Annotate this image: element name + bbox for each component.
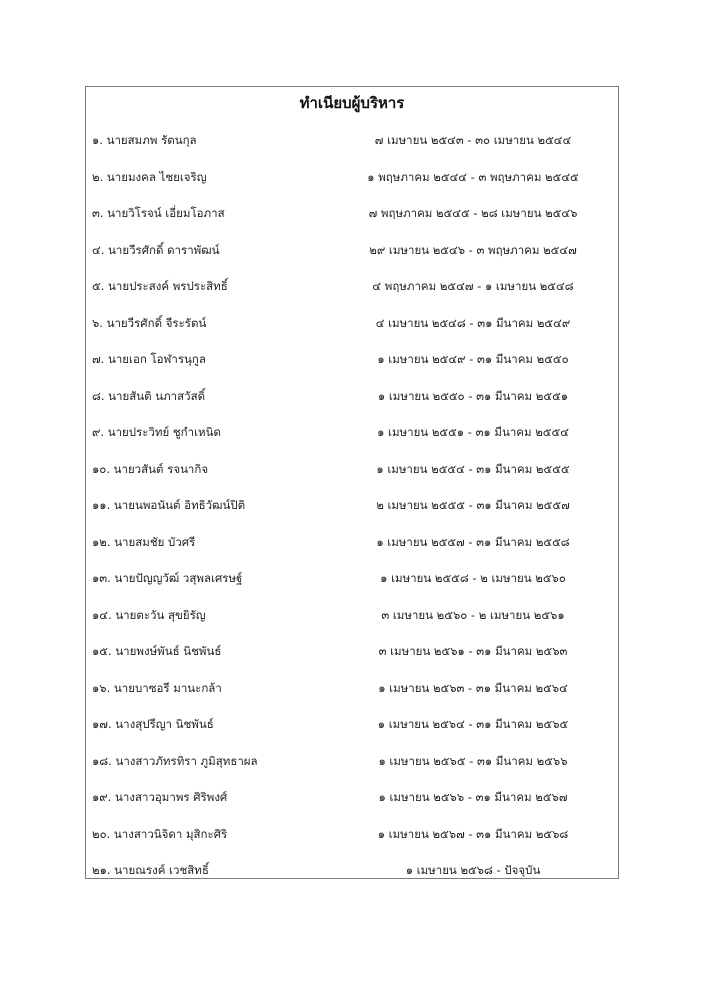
list-item [86, 787, 618, 807]
executive-name: ๒๐. นางสาวนิจิดา มุสิกะศิริ [92, 826, 228, 841]
executive-name: ๓. นายวิโรจน์ เอี่ยมโอภาส [92, 206, 225, 220]
term-of-office: ๑ เมษายน ๒๕๕๗ - ๓๑ มีนาคม ๒๕๕๘ [376, 534, 570, 549]
term-of-office: ๑ เมษายน ๒๕๖๗ - ๓๑ มีนาคม ๒๕๖๘ [377, 826, 569, 841]
list-item [86, 751, 618, 771]
list-item [86, 276, 618, 296]
list-item [86, 203, 618, 223]
executive-name: ๔. นายวีรศักดิ์ ดาราพัฒน์ [92, 242, 220, 257]
executive-name: ๑๑. นายนพอนันต์ อิทธิวัฒน์ปิติ [92, 498, 246, 512]
executive-name: ๑๐. นายวสันต์ รจนากิจ [92, 461, 209, 476]
list-item [86, 349, 618, 369]
list-item [86, 824, 618, 844]
term-of-office: ๑ พฤษภาคม ๒๕๔๔ - ๓ พฤษภาคม ๒๕๔๕ [367, 169, 579, 184]
executive-name: ๒. นายมงคล ไชยเจริญ [92, 169, 207, 184]
executive-directory-frame [85, 86, 619, 879]
list-item [86, 568, 618, 588]
term-of-office: ๗ พฤษภาคม ๒๕๔๕ - ๒๘ เมษายน ๒๕๔๖ [368, 206, 578, 220]
term-of-office: ๑ เมษายน ๒๕๖๓ - ๓๑ มีนาคม ๒๕๖๔ [378, 680, 568, 695]
term-of-office: ๒๙ เมษายน ๒๕๔๖ - ๓ พฤษภาคม ๒๕๔๗ [369, 242, 577, 257]
list-item [86, 532, 618, 552]
list-item [86, 605, 618, 625]
list-item [86, 386, 618, 406]
executive-name: ๘. นายสันติ นภาสวัสดิ์ [92, 388, 206, 403]
executive-name: ๕. นายประสงค์ พรประสิทธิ์ [92, 279, 228, 293]
term-of-office: ๔ พฤษภาคม ๒๕๔๗ - ๑ เมษายน ๒๕๔๘ [372, 279, 574, 293]
list-item [86, 678, 618, 698]
term-of-office: ๑ เมษายน ๒๕๕๔ - ๓๑ มีนาคม ๒๕๕๕ [376, 461, 570, 476]
list-item [86, 130, 618, 150]
term-of-office: ๓ เมษายน ๒๕๖๑ - ๓๑ มีนาคม ๒๕๖๓ [378, 644, 568, 658]
executive-name: ๗. นายเอก โอฬารนุกูล [92, 352, 206, 366]
executive-name: ๑๕. นายพงษ์พันธ์ นิชพันธ์ [92, 644, 222, 658]
executive-name: ๑๘. นางสาวภัทรทิรา ภูมิสุทธาผล [92, 753, 258, 768]
executive-name: ๑๙. นางสาวอุมาพร ศิริพงศ์ [92, 790, 228, 804]
term-of-office: ๓ เมษายน ๒๕๖๐ - ๒ เมษายน ๒๕๖๑ [381, 607, 565, 622]
term-of-office: ๑ เมษายน ๒๕๔๙ - ๓๑ มีนาคม ๒๕๕๐ [377, 352, 569, 366]
term-of-office: ๑ เมษายน ๒๕๕๘ - ๒ เมษายน ๒๕๖๐ [380, 571, 566, 585]
list-item [86, 422, 618, 442]
executive-name: ๖. นายวีรศักดิ์ จีระรัตน์ [92, 315, 207, 330]
executive-name: ๑๖. นายบาซอรี มานะกล้า [92, 680, 222, 695]
executive-name: ๑๓. นายปัญญวัฒ์ วสุพลเศรษฐ์ [92, 571, 243, 585]
list-item [86, 313, 618, 333]
term-of-office: ๑ เมษายน ๒๕๖๖ - ๓๑ มีนาคม ๒๕๖๗ [378, 790, 568, 804]
list-item [86, 495, 618, 515]
list-item [86, 167, 618, 187]
term-of-office: ๑ เมษายน ๒๕๖๕ - ๓๑ มีนาคม ๒๕๖๖ [378, 753, 568, 768]
executive-name: ๙. นายประวิทย์ ชูกำเหนิด [92, 425, 221, 439]
term-of-office: ๑ เมษายน ๒๕๖๔ - ๓๑ มีนาคม ๒๕๖๕ [377, 717, 569, 731]
term-of-office: ๔ เมษายน ๒๕๔๘ - ๓๑ มีนาคม ๒๕๔๙ [375, 315, 571, 330]
executive-name: ๑๔. นายตะวัน สุขยิรัญ [92, 607, 206, 622]
term-of-office: ๑ เมษายน ๒๕๖๘ - ปัจจุบัน [405, 863, 541, 877]
list-item [86, 240, 618, 260]
executive-name: ๑๗. นางสุปรีญา นิชพันธ์ [92, 717, 214, 731]
term-of-office: ๒ เมษายน ๒๕๕๕ - ๓๑ มีนาคม ๒๕๕๗ [376, 498, 570, 512]
executive-name: ๒๑. นายณรงค์ เวชสิทธิ์ [92, 863, 209, 877]
document-title: ทำเนียบผู้บริหาร [299, 94, 405, 112]
list-item [86, 459, 618, 479]
list-item [86, 860, 618, 880]
executive-name: ๑๒. นายสมชัย บัวศรี [92, 534, 196, 549]
list-item [86, 714, 618, 734]
term-of-office: ๑ เมษายน ๒๕๕๐ - ๓๑ มีนาคม ๒๕๕๑ [377, 388, 569, 403]
list-item [86, 641, 618, 661]
term-of-office: ๑ เมษายน ๒๕๕๑ - ๓๑ มีนาคม ๒๕๕๔ [377, 425, 569, 439]
executive-name: ๑. นายสมภพ รัตนกุล [92, 133, 197, 147]
term-of-office: ๗ เมษายน ๒๕๔๓ - ๓๐ เมษายน ๒๕๔๔ [374, 133, 572, 147]
